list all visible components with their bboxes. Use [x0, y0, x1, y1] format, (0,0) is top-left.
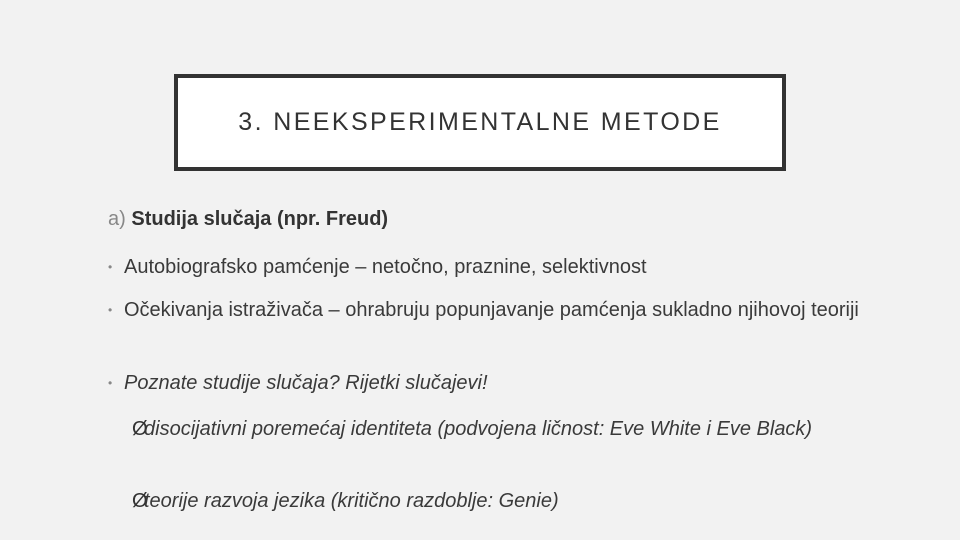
- slide-title: 3. NEEKSPERIMENTALNE METODE: [238, 108, 722, 136]
- bullet-item: [108, 368, 884, 398]
- sub-bullet-text: disocijativni poremećaj identiteta (podvojena ličnost: Eve White i Eve Black): [144, 418, 813, 440]
- arrow-bullet-icon: Ø: [132, 490, 148, 512]
- bullet-text: Poznate studije slučaja? Rijetki slučajevi!: [124, 372, 488, 394]
- arrow-bullet-icon: Ø: [132, 418, 148, 440]
- bullet-dot-icon: •: [108, 376, 113, 390]
- subheading-marker: a): [108, 208, 126, 230]
- title-box: [174, 74, 786, 171]
- bullet-text: Autobiografsko pamćenje – netočno, praznine, selektivnost: [124, 256, 647, 278]
- bullet-item: [108, 252, 884, 282]
- bullet-dot-icon: •: [108, 260, 113, 274]
- bullet-text: Očekivanja istraživača – ohrabruju popunjavanje pamćenja sukladno njihovoj teoriji: [124, 299, 859, 321]
- sub-bullet-item: [132, 486, 872, 516]
- subheading-text: Studija slučaja (npr. Freud): [131, 208, 389, 230]
- bullet-dot-icon: •: [108, 303, 113, 317]
- sub-bullet-text: teorije razvoja jezika (kritično razdoblje: Genie): [144, 490, 559, 512]
- section-subheading: [108, 208, 388, 231]
- bullet-item: [108, 295, 884, 325]
- sub-bullet-item: [132, 414, 872, 444]
